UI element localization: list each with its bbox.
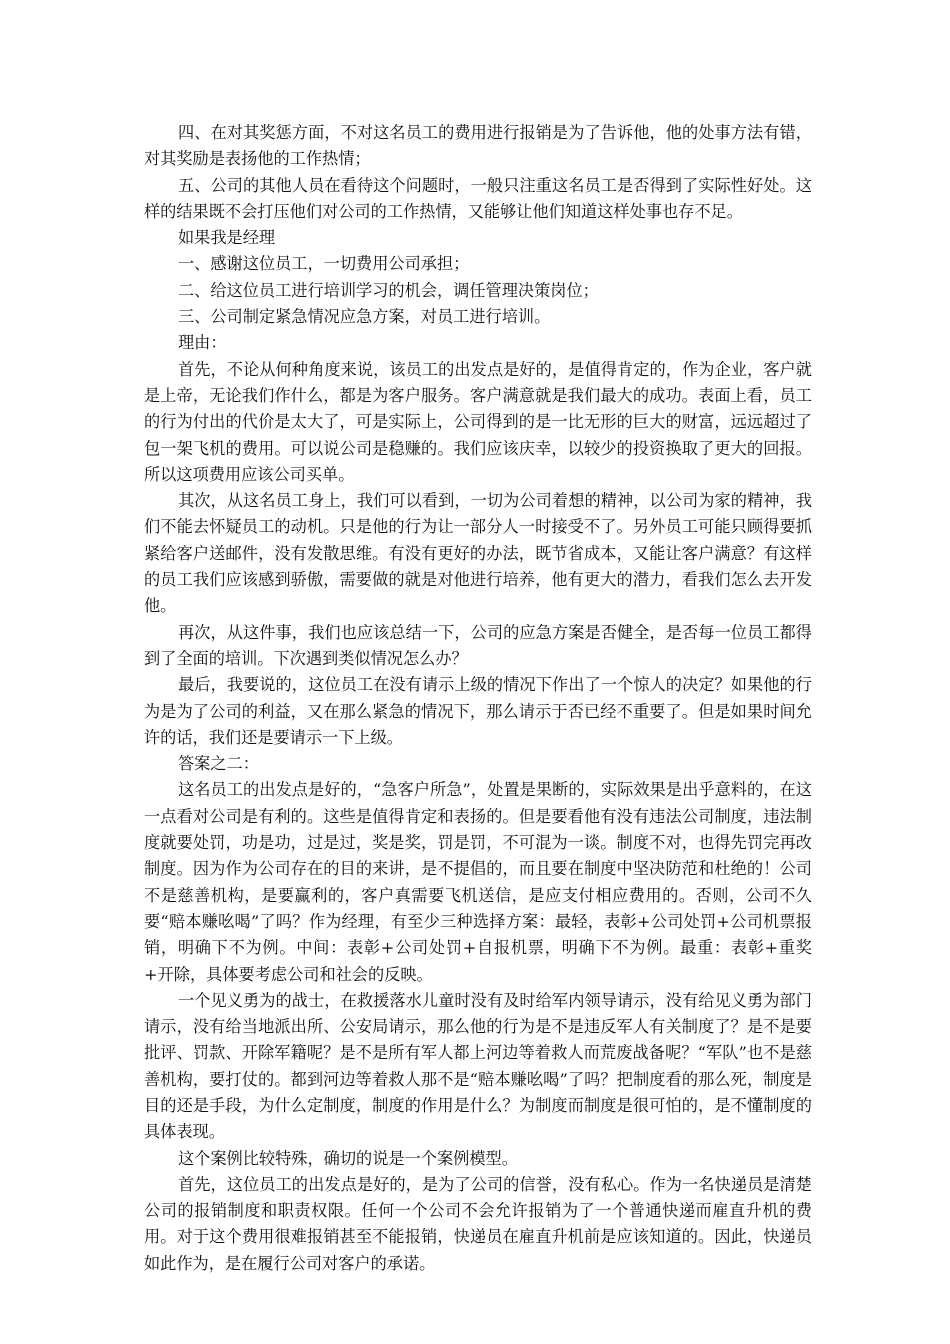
paragraph-third-reason: 再次，从这件事，我们也应该总结一下，公司的应急方案是否健全，是否每一位员工都得到了全面的培训。下次遇到类似情况怎么办？: [144, 622, 812, 668]
paragraph-rewards-penalties: 四、在对其奖惩方面，不对这名员工的费用进行报销是为了告诉他，他的处事方法有错，对其奖励是表扬他的工作热情；: [144, 123, 812, 169]
paragraph-answer-two-body: 这名员工的出发点是好的，“急客户所急”，处置是果断的，实际效果是出乎意料的，在这一点看对公司是有利的。这些是值得肯定和表扬的。但是要看他有没有违法公司制度，违法制度就要处罚，功是功，过是过，奖是奖，罚是罚，不可混为一谈。制度不对，也得先罚完再改制度。因为作为公司存在的目的来讲，是不提倡的，而且要在制度中坚决防范和杜绝的！公司不是慈善机构，是要赢利的，客户真需要飞机送信，是应支付相应费用的。否则，公司不久要“赔本赚吆喝”了吗？作为经理，有至少三种选择方案：最轻，表彰+公司处罚+公司机票报销，明确下不为例。中间：表彰+公司处罚+自报机票，明确下不为例。最重：表彰+重奖+开除，具体要考虑公司和社会的反映。: [144, 780, 812, 984]
list-item-training-opportunity: 二、给这位员工进行培训学习的机会，调任管理决策岗位；: [178, 280, 599, 300]
paragraph-courier-first: 首先，这位员工的出发点是好的，是为了公司的信誉，没有私心。作为一名快递员是清楚公司的报销制度和职责权限。任何一个公司不会允许报销为了一个普通快递而雇直升机的费用。对于这个费用很难报销甚至不能报销，快递员在雇直升机前是应该知道的。因此，快递员如此作为，是在履行公司对客户的承诺。: [144, 1174, 812, 1273]
heading-if-i-were-manager: 如果我是经理: [178, 228, 276, 248]
paragraph-soldier-analogy: 一个见义勇为的战士，在救援落水儿童时没有及时给军内领导请示，没有给见义勇为部门请示，没有给当地派出所、公安局请示，那么他的行为是不是违反军人有关制度了？是不是要批评、罚款、开除军籍呢？是不是所有军人都上河边等着救人而荒废战备呢？“军队”也不是慈善机构，要打仗的。都到河边等着救人那不是“赔本赚吆喝”了吗？把制度看的那么死，制度是目的还是手段，为什么定制度，制度的作用是什么？为制度而制度是很可怕的，是不懂制度的具体表现。: [144, 990, 812, 1142]
paragraph-other-staff: 五、公司的其他人员在看待这个问题时，一般只注重这名员工是否得到了实际性好处。这样的结果既不会打压他们对公司的工作热情，又能够让他们知道这样处事也存不足。: [144, 175, 812, 221]
document-body: [144, 120, 812, 1277]
list-item-thank-employee: 一、感谢这位员工，一切费用公司承担；: [178, 254, 470, 274]
paragraph-finally: 最后，我要说的，这位员工在没有请示上级的情况下作出了一个惊人的决定？如果他的行为是为了公司的利益，又在那么紧急的情况下，那么请示于否已经不重要了。但是如果时间允许的话，我们还是要请示一下上级。: [144, 675, 812, 747]
heading-reasons: 理由：: [178, 333, 227, 353]
paragraph-first-reason: 首先，不论从何种角度来说，该员工的出发点是好的，是值得肯定的，作为企业，客户就是上帝，无论我们作什么，都是为客户服务。客户满意就是我们最大的成功。表面上看，员工的行为付出的代价是太大了，可是实际上，公司得到的是一比无形的巨大的财富，远远超过了包一架飞机的费用。可以说公司是稳赚的。我们应该庆幸，以较少的投资换取了更大的回报。所以这项费用应该公司买单。: [144, 359, 812, 484]
list-item-emergency-plan: 三、公司制定紧急情况应急方案，对员工进行培训。: [178, 307, 551, 327]
paragraph-second-reason: 其次，从这名员工身上，我们可以看到，一切为公司着想的精神，以公司为家的精神，我们不能去怀疑员工的动机。只是他的行为让一部分人一时接受不了。另外员工可能只顾得要抓紧给客户送邮件，没有发散思维。有没有更好的办法，既节省成本，又能让客户满意？有这样的员工我们应该感到骄傲，需要做的就是对他进行培养，他有更大的潜力，看我们怎么去开发他。: [144, 491, 812, 616]
heading-answer-two: 答案之二：: [178, 754, 259, 774]
paragraph-case-model: 这个案例比较特殊，确切的说是一个案例模型。: [178, 1148, 518, 1168]
